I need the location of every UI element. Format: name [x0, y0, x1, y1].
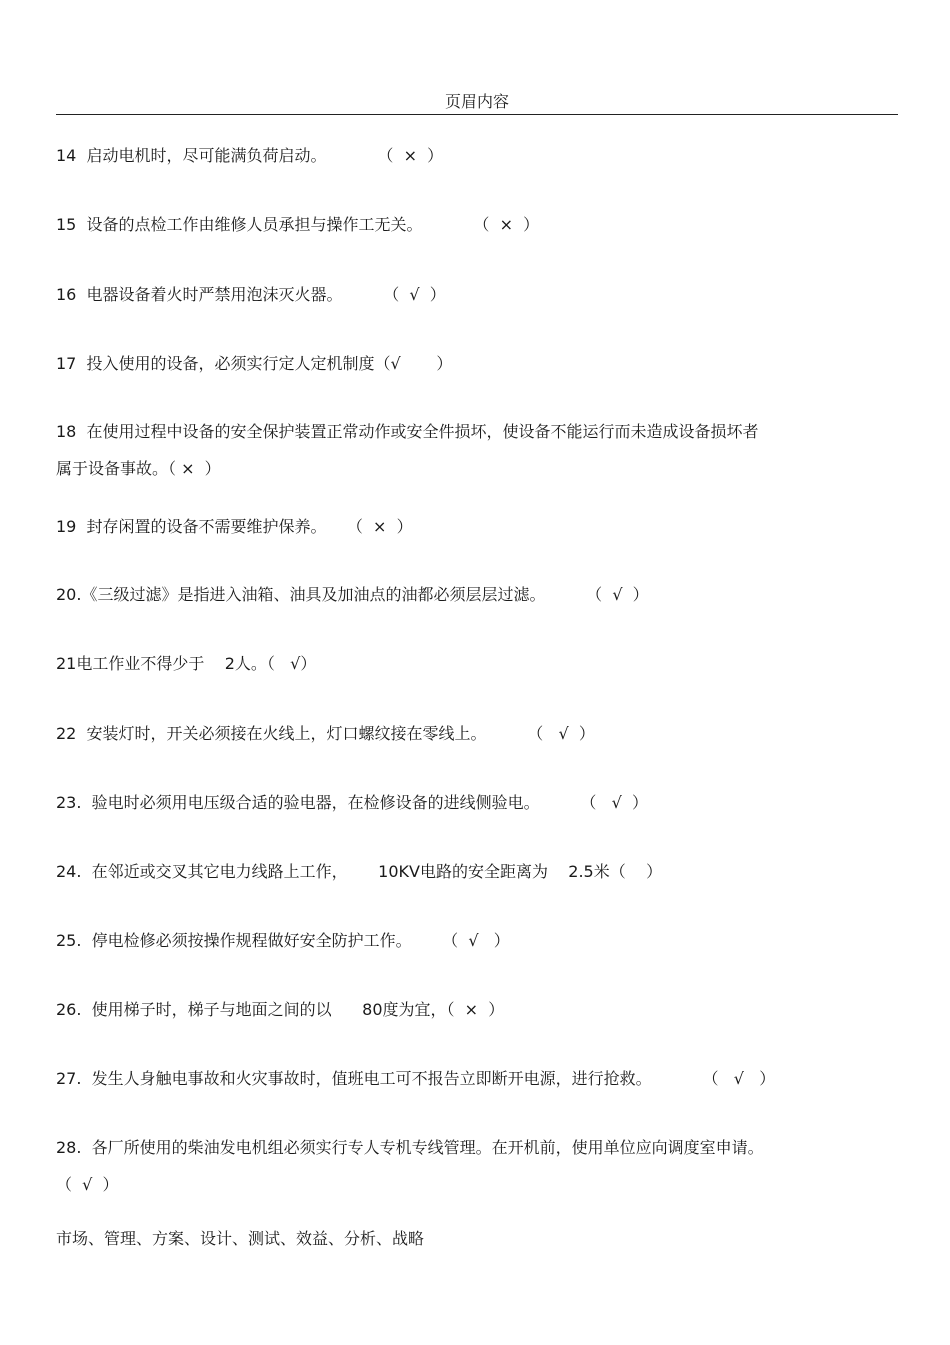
question-number: 18 [56, 422, 77, 441]
question-item [56, 215, 901, 235]
question-number: 14 [56, 146, 77, 165]
question-text: 设备的点检工作由维修人员承担与操作工无关。 （ × ） [76, 215, 540, 234]
question-item [56, 793, 901, 813]
question-number: 25. [56, 931, 82, 950]
question-item [56, 654, 901, 674]
question-text: 各厂所使用的柴油发电机组必须实行专人专机专线管理。在开机前，使用单位应向调度室申请。 [81, 1138, 764, 1157]
question-item [56, 724, 901, 744]
question-continuation: 属于设备事故。（ × ） [56, 459, 221, 478]
question-number: 26. [56, 1000, 82, 1019]
question-text: 停电检修必须按操作规程做好安全防护工作。 （ √ ） [81, 931, 510, 950]
question-number: 21 [56, 654, 77, 673]
question-item [56, 285, 901, 305]
question-text: 启动电机时，尽可能满负荷启动。 （ × ） [76, 146, 444, 165]
question-number: 20. [56, 585, 82, 604]
question-item [56, 146, 901, 166]
question-item [56, 931, 901, 951]
question-item [56, 862, 901, 882]
question-text: 在使用过程中设备的安全保护装置正常动作或安全件损坏，使设备不能运行而未造成设备损坏者 [76, 422, 759, 441]
question-number: 24. [56, 862, 82, 881]
question-number: 22 [56, 724, 77, 743]
question-text: 使用梯子时，梯子与地面之间的以 80度为宜，（ × ） [81, 1000, 505, 1019]
question-number: 17 [56, 354, 77, 373]
question-text: 电工作业不得少于 2人。（ √） [76, 654, 317, 673]
question-text: 发生人身触电事故和火灾事故时，值班电工可不报告立即断开电源，进行抢救。 （ √ ） [81, 1069, 776, 1088]
question-number: 15 [56, 215, 77, 234]
question-number: 27. [56, 1069, 82, 1088]
question-text: 封存闲置的设备不需要维护保养。 （ × ） [76, 517, 413, 536]
question-text: 《三级过滤》是指进入油箱、油具及加油点的油都必须层层过滤。 （ √ ） [81, 585, 649, 604]
question-text: 验电时必须用电压级合适的验电器，在检修设备的进线侧验电。 （ √ ） [81, 793, 648, 812]
question-item [56, 1000, 901, 1020]
question-item [56, 1138, 901, 1158]
question-text: 在邻近或交叉其它电力线路上工作， 10KV电路的安全距离为 2.5米（ ） [81, 862, 663, 881]
question-item [56, 517, 901, 537]
question-item [56, 354, 901, 374]
question-text: 安装灯时，开关必须接在火线上，灯口螺纹接在零线上。 （ √ ） [76, 724, 595, 743]
question-continuation: （ √ ） [56, 1175, 119, 1194]
question-text: 投入使用的设备，必须实行定人定机制度（√ ） [76, 354, 453, 373]
page-header-title: 页眉内容 [444, 92, 509, 111]
question-text: 电器设备着火时严禁用泡沫灭火器。 （ √ ） [76, 285, 446, 304]
question-item [56, 422, 901, 442]
page-header [56, 90, 898, 115]
question-item [56, 1069, 901, 1089]
question-number: 19 [56, 517, 77, 536]
question-number: 28. [56, 1138, 82, 1157]
question-item [56, 585, 901, 605]
question-number: 23. [56, 793, 82, 812]
question-number: 16 [56, 285, 77, 304]
keywords-line: 市场、管理、方案、设计、测试、效益、分析、战略 [56, 1229, 425, 1248]
